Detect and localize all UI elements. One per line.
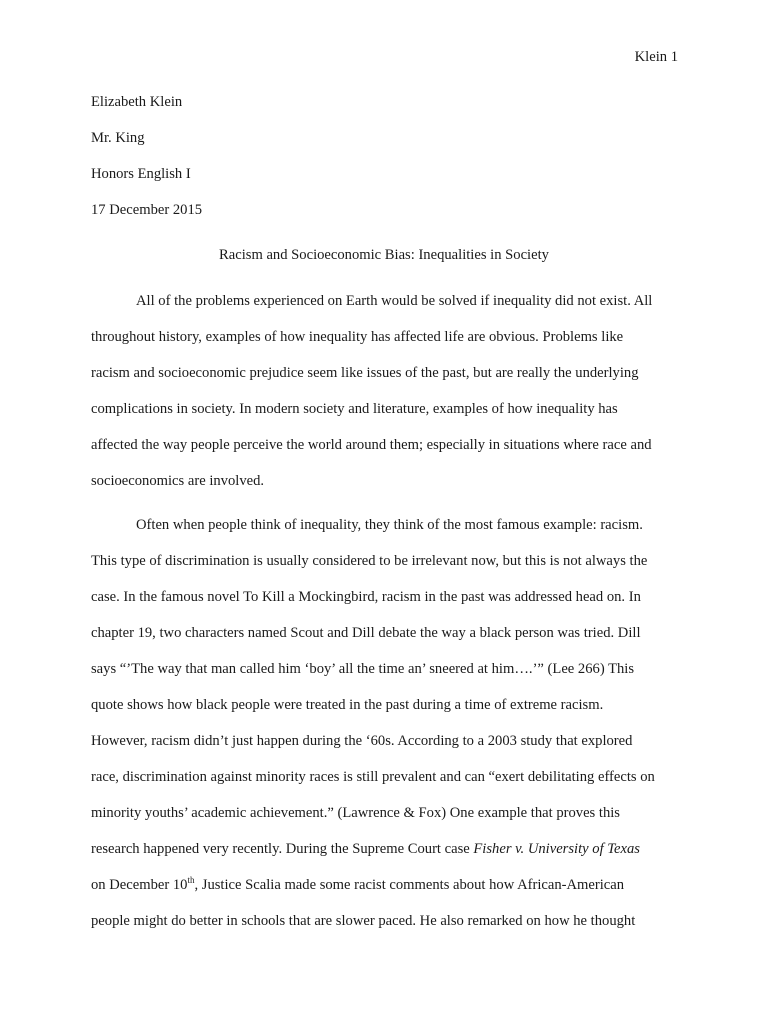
- paragraph-line: This type of discrimination is usually considered to be irrelevant now, but this is not always the: [91, 553, 648, 569]
- paragraph-line: race, discrimination against minority races is still prevalent and can “exert debilitating effects on: [91, 769, 655, 785]
- paragraph-line: case. In the famous novel To Kill a Mockingbird, racism in the past was addressed head on. In: [91, 589, 641, 605]
- paragraph-line: complications in society. In modern society and literature, examples of how inequality has: [91, 401, 618, 417]
- paragraph-line: Often when people think of inequality, they think of the most famous example: racism.: [136, 517, 643, 533]
- paragraph-line: says “’The way that man called him ‘boy’ all the time an’ sneered at him….’” (Lee 266) This: [91, 661, 635, 677]
- paragraph-line: throughout history, examples of how inequality has affected life are obvious. Problems like: [91, 329, 624, 345]
- paragraph-line: racism and socioeconomic prejudice seem like issues of the past, but are really the underlying: [91, 365, 639, 381]
- paragraph-line: people might do better in schools that are slower paced. He also remarked on how he thought: [91, 913, 636, 929]
- instructor-name: Mr. King: [91, 130, 145, 146]
- paragraph-line: All of the problems experienced on Earth would be solved if inequality did not exist. All: [136, 293, 653, 309]
- paragraph-line: minority youths’ academic achievement.” (Lawrence & Fox) One example that proves this: [91, 805, 620, 821]
- paragraph-line: [91, 875, 681, 911]
- paragraph-2: [91, 515, 681, 947]
- line-text: on December 10: [91, 877, 188, 893]
- course-name: Honors English I: [91, 166, 191, 182]
- running-head: Klein 1: [634, 49, 678, 65]
- case-name: Fisher v. University of Texas: [473, 841, 640, 857]
- line-text: research happened very recently. During the Supreme Court case: [91, 841, 474, 857]
- line-text: , Justice Scalia made some racist comments about how African-American: [194, 877, 625, 893]
- paragraph-1: [91, 291, 681, 507]
- paragraph-line: affected the way people perceive the world around them; especially in situations where race and: [91, 437, 652, 453]
- paragraph-line: quote shows how black people were treated in the past during a time of extreme racism.: [91, 697, 604, 713]
- paragraph-line: socioeconomics are involved.: [91, 473, 265, 489]
- date: 17 December 2015: [91, 202, 203, 218]
- mla-heading: [91, 92, 202, 236]
- author-name: Elizabeth Klein: [91, 94, 183, 110]
- ordinal-suffix: th: [187, 875, 195, 886]
- paragraph-line: [91, 839, 681, 875]
- paragraph-line: However, racism didn’t just happen during the ‘60s. According to a 2003 study that explored: [91, 733, 633, 749]
- paragraph-line: chapter 19, two characters named Scout and Dill debate the way a black person was tried. Dill: [91, 625, 641, 641]
- essay-title: Racism and Socioeconomic Bias: Inequalities in Society: [219, 247, 549, 263]
